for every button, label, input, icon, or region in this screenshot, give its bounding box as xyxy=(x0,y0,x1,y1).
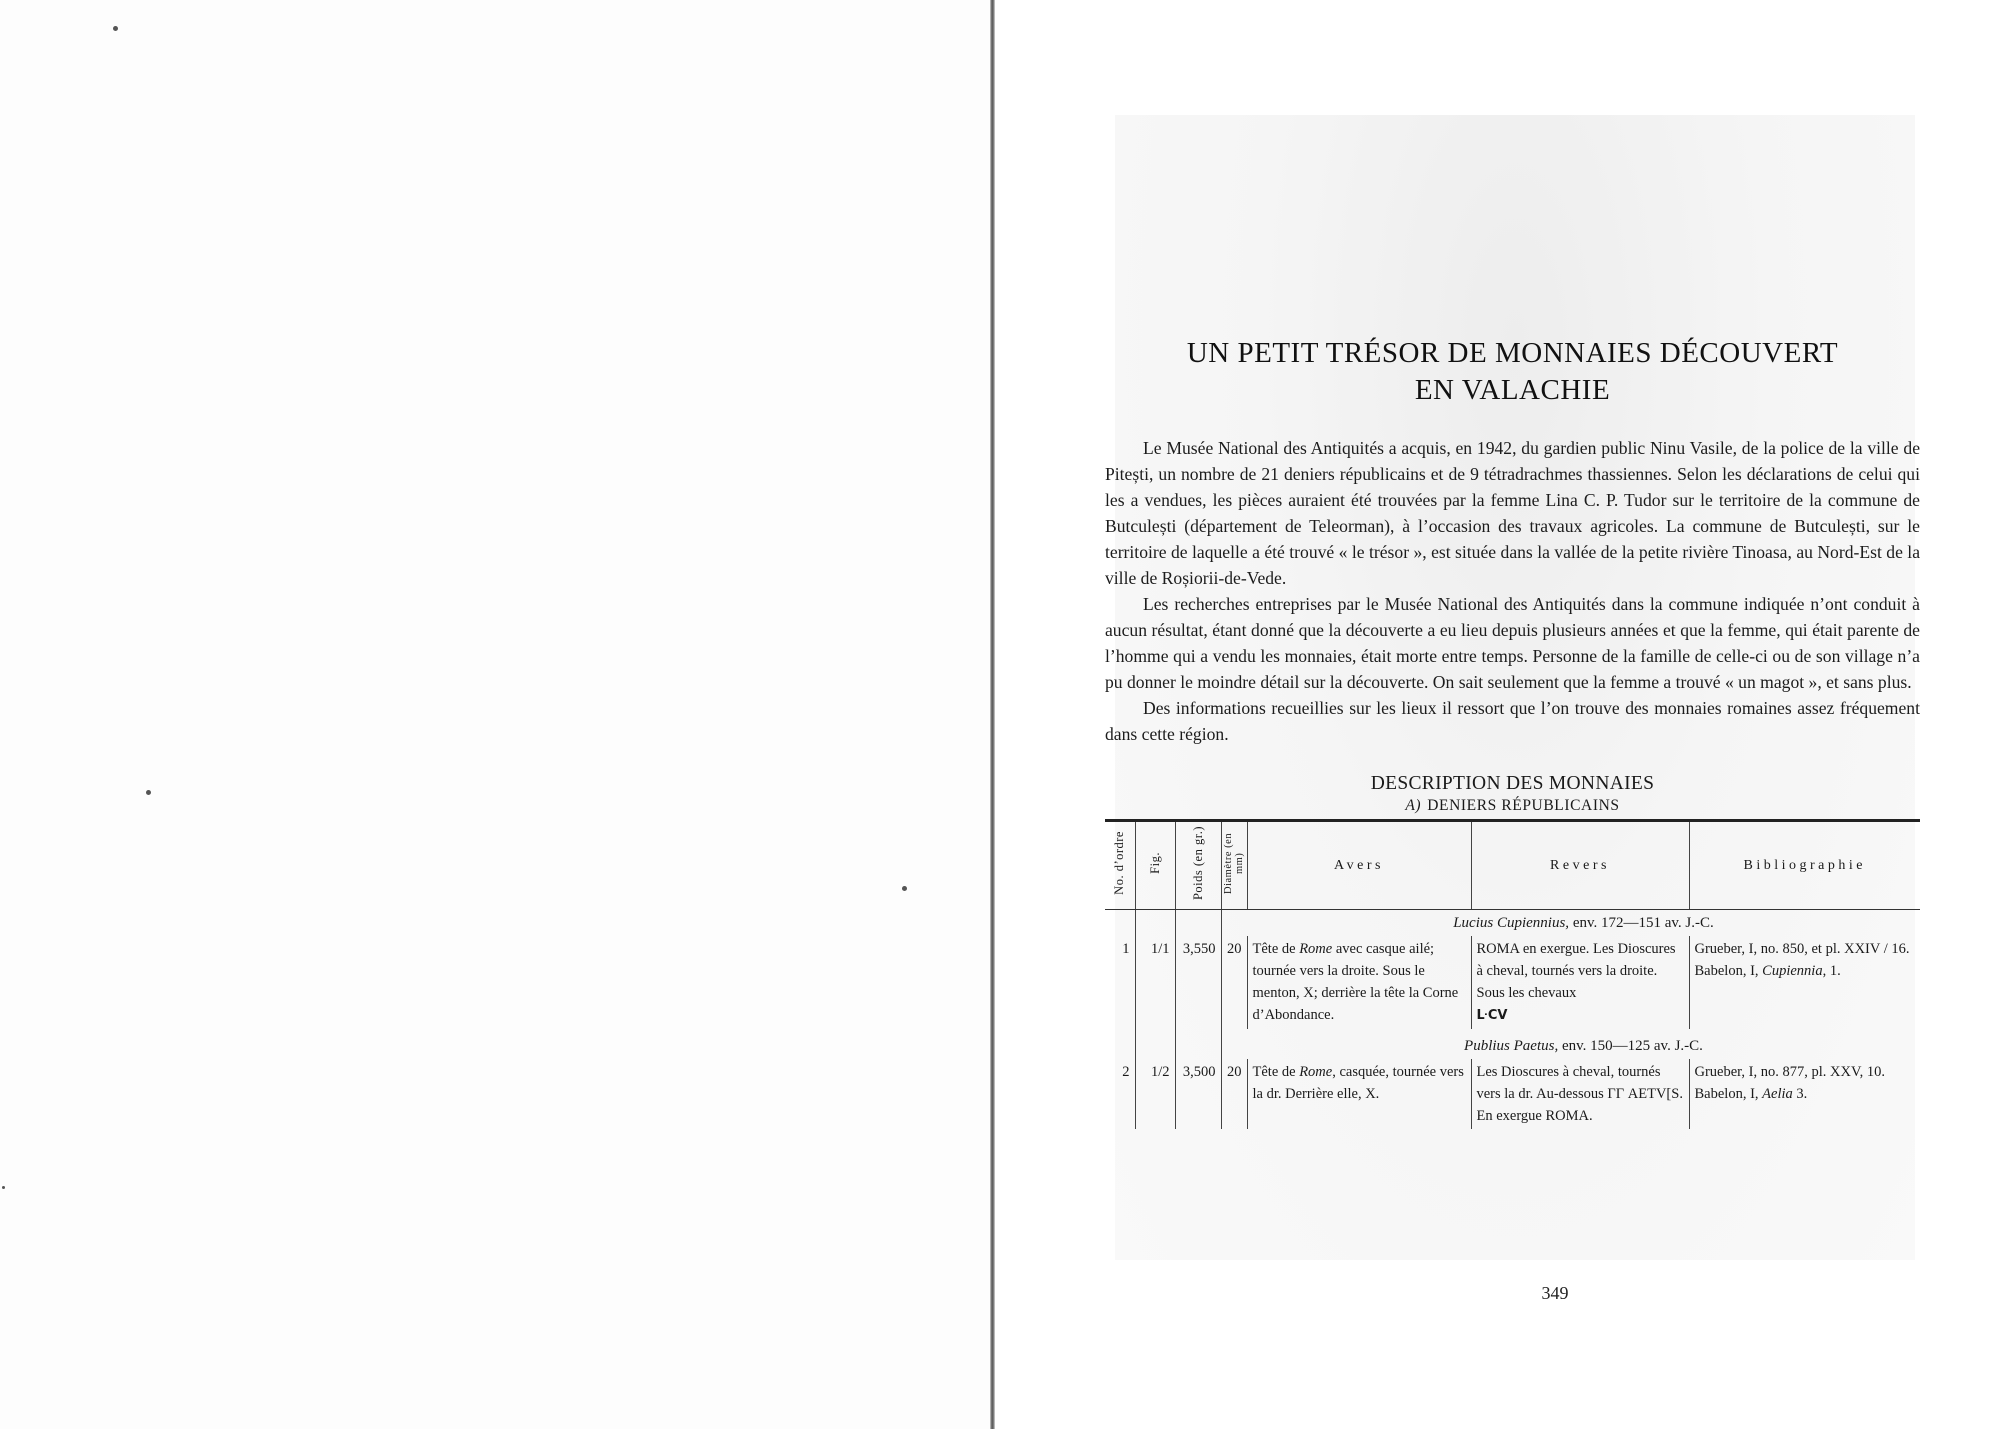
cell-bibliographie: Grueber, I, no. 877, pl. XXV, 10. Babelon, I, Aelia 3. xyxy=(1689,1059,1920,1129)
cell-revers: Les Dioscures à cheval, tournés vers la dr. Au-dessous ΓΓ AETV[S. En exergue ROMA. xyxy=(1471,1059,1689,1129)
cell-diametre: 20 xyxy=(1221,1059,1247,1129)
cell-avers: Tête de Rome, casquée, tournée vers la dr. Derrière elle, X. xyxy=(1247,1059,1471,1129)
header-no: No. d’ordre xyxy=(1105,821,1135,910)
ruler-heading-2: Publius Paetus, env. 150—125 av. J.-C. xyxy=(1464,1038,1703,1054)
table-row xyxy=(1105,936,1920,1029)
table-header-row xyxy=(1105,821,1920,910)
paper-speck xyxy=(146,790,151,795)
article-title xyxy=(1105,335,1920,409)
coin-table xyxy=(1105,819,1920,1129)
table-row xyxy=(1105,1059,1920,1129)
cell-diametre: 20 xyxy=(1221,936,1247,1029)
header-diametre: Diamètre (en mm) xyxy=(1221,821,1247,910)
paragraph-1: Le Musée National des Antiquités a acquis, en 1942, du gardien public Ninu Vasile, de la police de la ville de Pitești, un nombre de 21 deniers républicains et de 9 tétradrachmes thassiennes. Selon les déclarations de celui qui les a vendues, les pièces auraient été trouvées par la femme Lina C. P. Tudor sur le territoire de la commune de Butculești (département de Teleorman), à l’occasion des travaux agricoles. La commune de Butculești, sur le territoire de laquelle a été trouvé « le trésor », est située dans la vallée de la petite rivière Tinoasa, au Nord-Est de la ville de Roșiorii-de-Vede. xyxy=(1105,438,1920,588)
header-bibliographie: Bibliographie xyxy=(1689,821,1920,910)
cell-avers: Tête de Rome avec casque ailé; tournée vers la droite. Sous le menton, X; derrière la tête la Corne d’Abondance. xyxy=(1247,936,1471,1029)
cell-no: 2 xyxy=(1122,1064,1130,1080)
paragraph-3: Des informations recueillies sur les lieux il ressort que l’on trouve des monnaies romaines assez fréquement dans cette région. xyxy=(1105,698,1920,744)
title-line-2: EN VALACHIE xyxy=(1414,374,1611,406)
section-title: DESCRIPTION DES MONNAIES xyxy=(1370,773,1655,794)
section-sub-text: DENIERS RÉPUBLICAINS xyxy=(1427,797,1620,814)
paragraph-2: Les recherches entreprises par le Musée National des Antiquités dans la commune indiquée n’ont conduit à aucun résultat, étant donné que la découverte a eu lieu depuis plusieurs années et que la femme, qui était parente de l’homme qui a vendu les monnaies, était morte entre temps. Personne de la famille de celle-ci ou de son village n’a pu donner le moindre détail sur la découverte. On sait seulement que la femme a trouvé « un magot », et sans plus. xyxy=(1105,594,1920,692)
left-blank-page xyxy=(0,0,990,1429)
cell-fig: 1/2 xyxy=(1135,1059,1175,1129)
header-avers: Avers xyxy=(1247,821,1471,910)
paper-speck xyxy=(113,26,118,31)
cell-fig: 1/1 xyxy=(1135,936,1175,1029)
table-row xyxy=(1105,910,1920,937)
header-poids: Poids (en gr.) xyxy=(1175,821,1221,910)
paper-speck xyxy=(2,1186,5,1189)
revers-legend: ᒷCV xyxy=(1476,1008,1508,1023)
article-content xyxy=(1105,335,1920,1129)
cell-poids: 3,500 xyxy=(1175,1059,1221,1129)
section-subtitle xyxy=(1105,797,1920,815)
header-fig: Fig. xyxy=(1135,821,1175,910)
page-number: 349 xyxy=(1541,1283,1569,1303)
cell-revers: ROMA en exergue. Les Dioscures à cheval, tournés vers la droite. Sous les chevaux ᒷCV xyxy=(1471,936,1689,1029)
paper-speck xyxy=(902,886,907,891)
ruler-heading-1: Lucius Cupiennius, env. 172—151 av. J.-C. xyxy=(1453,915,1714,931)
section-sub-letter: A) xyxy=(1405,797,1422,814)
table-row xyxy=(1105,1029,1920,1059)
right-page xyxy=(995,0,2000,1429)
cell-poids: 3,550 xyxy=(1175,936,1221,1029)
cell-no: 1 xyxy=(1122,941,1130,957)
title-line-1: UN PETIT TRÉSOR DE MONNAIES DÉCOUVERT xyxy=(1186,337,1839,369)
cell-bibliographie: Grueber, I, no. 850, et pl. XXIV / 16. Babelon, I, Cupiennia, 1. xyxy=(1689,936,1920,1029)
header-revers: Revers xyxy=(1471,821,1689,910)
